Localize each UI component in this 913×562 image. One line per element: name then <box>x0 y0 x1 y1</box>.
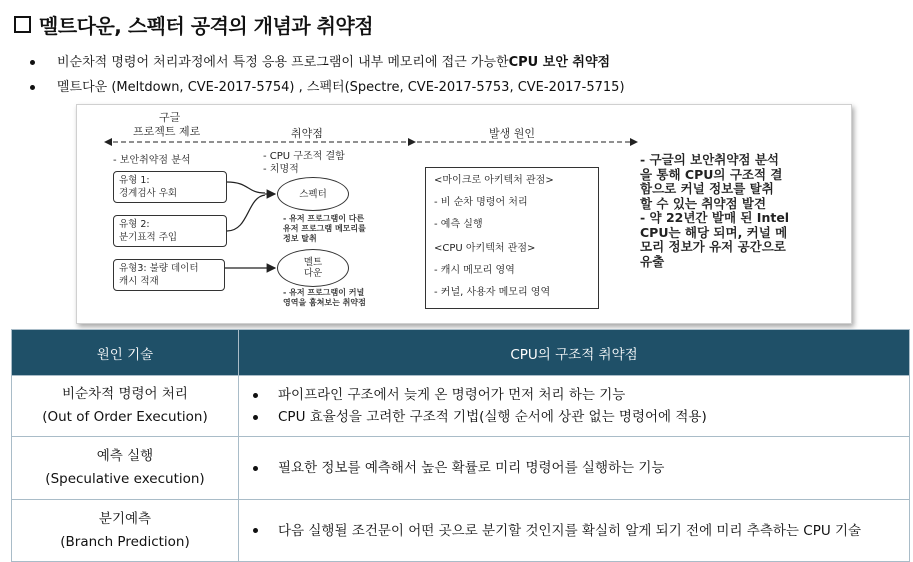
cause-name-en: (Out of Order Execution) <box>42 409 208 425</box>
bullet-icon <box>253 466 258 471</box>
cause-name: 분기예측 <box>98 510 152 527</box>
type2-desc: 분기표적 주입 <box>119 232 178 243</box>
table-row <box>12 376 910 437</box>
type2-box <box>113 215 227 247</box>
bullet-item <box>30 50 625 75</box>
table-row <box>12 437 910 500</box>
bullet-list <box>30 50 625 100</box>
type3-label: 유형3: 불량 데이터 <box>119 263 199 274</box>
bullet-icon <box>253 415 258 420</box>
meltdown-note <box>283 288 366 308</box>
cause-table <box>11 329 910 562</box>
spectre-note <box>283 214 366 244</box>
type2-label: 유형 2: <box>119 219 150 230</box>
description-item <box>253 406 908 428</box>
col1-title-2: 프로젝트 제로 <box>133 125 201 138</box>
description-text: 다음 실행될 조건문이 어떤 곳으로 분기할 것인지를 확실히 알게 되기 전에 미리 추측하는 CPU 기술 <box>278 522 862 539</box>
page-title-text: 멜트다운, 스펙터 공격의 개념과 취약점 <box>39 14 374 38</box>
bullet-text: 비순차적 명령어 처리과정에서 특정 응용 프로그램이 내부 메모리에 접근 가능한 <box>57 55 509 70</box>
bullet-text: 멜트다운 (Meltdown, CVE-2017-5754) , 스펙터(Spectre, CVE-2017-5753, CVE-2017-5715) <box>57 80 625 95</box>
type1-box <box>113 171 227 203</box>
table-row <box>12 500 910 562</box>
checkbox-icon <box>14 16 31 33</box>
table-header-row <box>12 330 910 376</box>
summary-line: 함으로 커널 정보를 탈취 <box>640 181 774 196</box>
type1-label: 유형 1: <box>119 175 150 186</box>
cause-cell <box>12 500 239 562</box>
summary-line: 을 통해 CPU의 구조적 결 <box>640 166 783 182</box>
bullet-emphasis: CPU 보안 취약점 <box>508 55 611 70</box>
meltdown-ellipse <box>277 249 349 287</box>
summary-line: 할 수 있는 취약점 발견 <box>640 195 767 211</box>
finding-summary <box>640 153 840 269</box>
bullet-icon <box>253 393 258 398</box>
description-text: 파이프라인 구조에서 늦게 온 명령어가 먼저 처리 하는 기능 <box>278 387 626 403</box>
col2-title: 취약점 <box>291 127 323 140</box>
description-text: CPU 효율성을 고려한 구조적 기법(실행 순서에 상관 없는 명령어에 적용) <box>278 409 707 425</box>
col1-title-1: 구글 <box>159 111 181 124</box>
cause-name: 예측 실행 <box>96 448 154 464</box>
cpu-item-2: - 커널, 사용자 메모리 영역 <box>434 287 551 298</box>
description-item <box>253 520 908 542</box>
type3-box <box>113 259 225 291</box>
bullet-item <box>30 75 625 100</box>
summary-line: - 구글의 보안취약점 분석 <box>640 152 779 167</box>
description-item <box>253 384 908 406</box>
meltdown-label-1: 멜트 <box>303 257 323 268</box>
description-cell <box>239 437 910 500</box>
cause-name: 비순차적 명령어 처리 <box>62 386 188 402</box>
type3-desc: 캐시 적재 <box>119 276 159 287</box>
bullet-icon <box>30 60 35 65</box>
spectre-note-3: 정보 탈취 <box>283 234 317 243</box>
cpu-item-1: - 캐시 메모리 영역 <box>434 265 515 276</box>
cause-name-en: (Speculative execution) <box>45 471 205 487</box>
column-header: 원인 기술 <box>12 330 239 376</box>
micro-item-1: - 비 순차 명령어 처리 <box>434 197 528 208</box>
cpu-header: <CPU 아키텍처 관점> <box>434 243 536 254</box>
description-item <box>253 457 908 479</box>
summary-line: - 약 22년간 발매 된 Intel <box>640 210 790 225</box>
description-text: 필요한 정보를 예측해서 높은 확률로 미리 명령어를 실행하는 기능 <box>278 460 665 476</box>
spectre-ellipse <box>277 177 349 211</box>
summary-line: 모리 정보가 유저 공간으로 <box>640 239 786 254</box>
concept-figure <box>76 104 852 324</box>
col1-sub: - 보안취약점 분석 <box>113 155 191 166</box>
cause-cell <box>12 437 239 500</box>
description-cell <box>239 376 910 437</box>
micro-item-2: - 예측 실행 <box>434 219 483 230</box>
type1-desc: 경계검사 우회 <box>119 188 178 199</box>
cause-cell <box>12 376 239 437</box>
spectre-label: 스펙터 <box>299 188 327 200</box>
col2-sub-2: - 치명적 <box>263 164 299 175</box>
spectre-note-1: - 유저 프로그램이 다른 <box>283 214 365 223</box>
meltdown-label-2: 다운 <box>303 268 323 279</box>
bullet-icon <box>30 85 35 90</box>
description-cell <box>239 500 910 562</box>
col3-title: 발생 원인 <box>489 127 536 140</box>
summary-line: 유출 <box>640 253 665 269</box>
page-title <box>14 10 373 39</box>
architecture-box <box>425 167 599 309</box>
col2-sub-1: - CPU 구조적 결함 <box>263 151 345 162</box>
spectre-note-2: 유저 프로그램 메모리를 <box>283 224 366 233</box>
meltdown-note-1: - 유저 프로그램이 커널 <box>283 288 365 297</box>
meltdown-note-2: 영역을 훔쳐보는 취약점 <box>283 298 366 307</box>
cause-name-en: (Branch Prediction) <box>60 533 190 550</box>
bullet-icon <box>253 528 258 533</box>
column-header: CPU의 구조적 취약점 <box>239 330 910 376</box>
micro-header: <마이크로 아키텍처 관점> <box>434 175 554 186</box>
summary-line: CPU는 해당 되며, 커널 메 <box>640 224 788 240</box>
